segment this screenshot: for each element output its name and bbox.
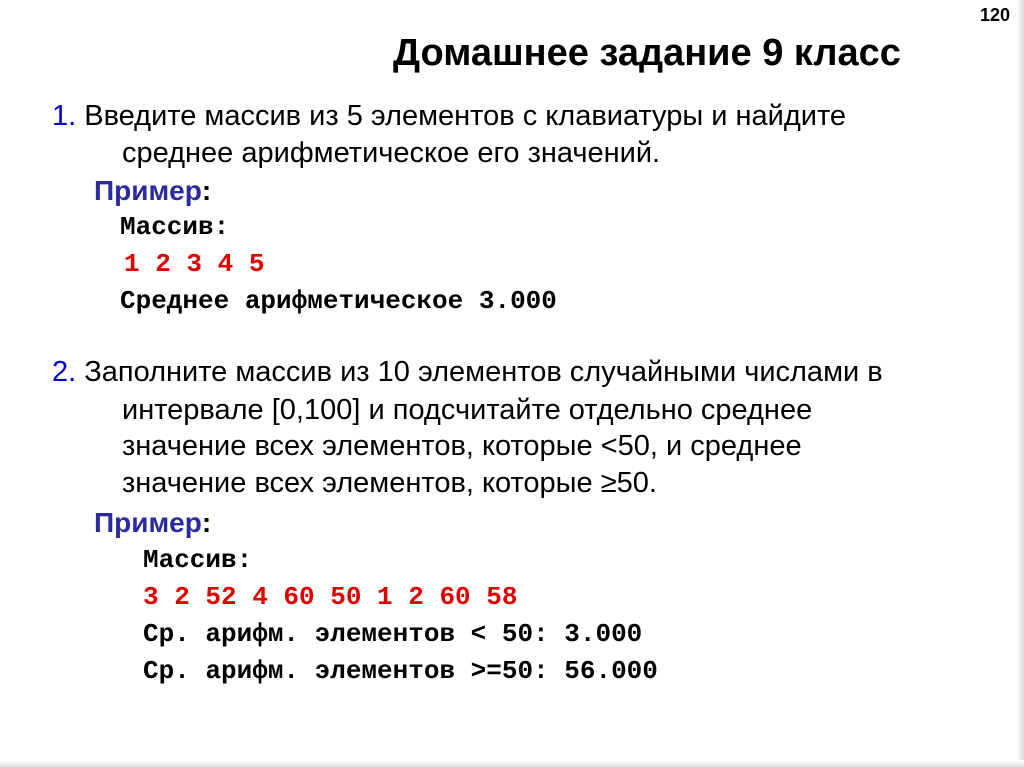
task1-number: 1. [52,100,77,132]
task1-array-label: Массив: [120,212,230,242]
task1-example-word: Пример [94,175,202,206]
task2-number: 2. [52,356,77,388]
task2-example-colon: : [201,507,212,538]
task1-result: Среднее арифметическое 3.000 [120,286,557,316]
task1-line2: среднее арифметическое его значений. [122,137,661,169]
task2-line3: значение всех элементов, которые <50, и среднее [122,430,802,462]
task2-line2: интервале [0,100] и подсчитайте отдельно среднее [122,394,813,426]
task2-line1 [52,354,883,390]
task1-example-colon: : [201,175,212,206]
task2-line4: значение всех элементов, которые ≥50. [122,467,657,499]
task1-example-label [94,174,211,208]
task2-example-label [94,506,211,540]
task2-result-above-50: Ср. арифм. элементов >=50: 56.000 [143,656,658,686]
slide-title: Домашнее задание 9 класс [393,32,901,74]
task1-array-values: 1 2 3 4 5 [124,249,265,279]
task2-array-values: 3 2 52 4 60 50 1 2 60 58 [143,582,518,612]
task2-result-below-50: Ср. арифм. элементов < 50: 3.000 [143,619,643,649]
task2-text-line1: Заполните массив из 10 элементов случайными числами в [76,356,883,388]
task2-example-word: Пример [94,507,202,538]
page-number: 120 [979,5,1010,25]
slide-edge-shadow-right [1016,0,1024,767]
task2-array-label: Массив: [143,545,253,575]
task1-text-line1: Введите массив из 5 элементов с клавиатуры и найдите [76,100,847,132]
task1-line1 [52,98,846,134]
slide-edge-shadow-bottom [0,760,1024,767]
